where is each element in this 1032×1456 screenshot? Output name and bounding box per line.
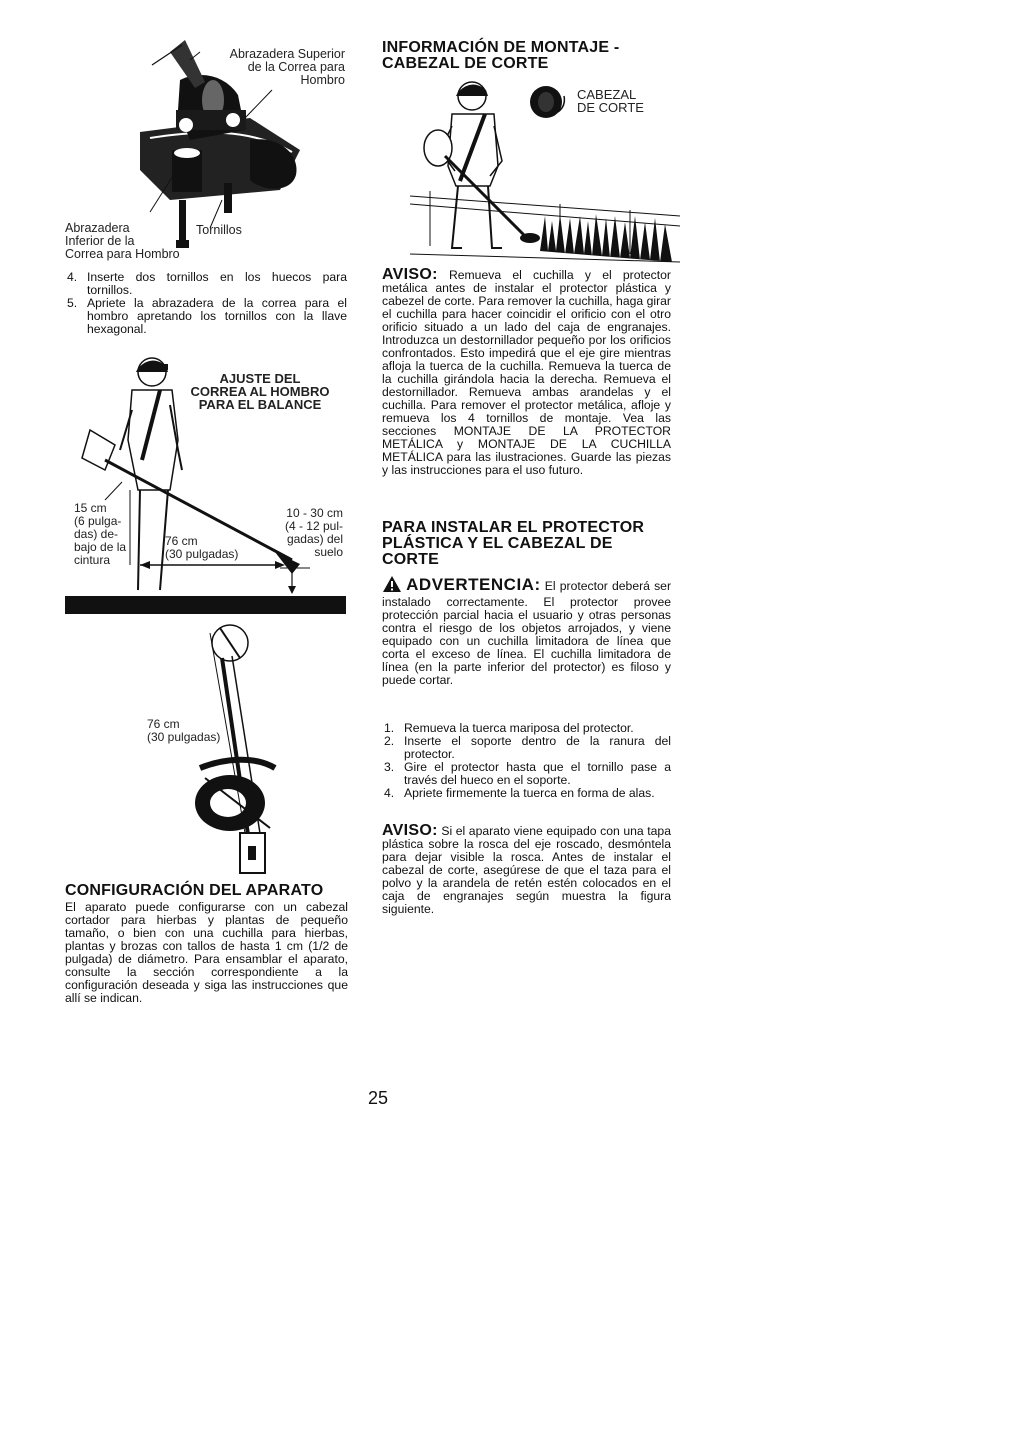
screws-label: Tornillos [196, 223, 242, 237]
config-heading: CONFIGURACIÓN DEL APARATO [65, 882, 324, 899]
trimmer-top-view-illustration [0, 618, 360, 878]
aviso1-text: Remueva el cuchilla y el protector metálica antes de instalar el protector plástica y cabezel de corte. Para remover la cuchilla, haga girar el cuchilla para hacer coincidir el orificio con el otro orificio situado a un lado del caja de engranajes. Introduzca un destornillador pequeño por los orificios confrontados. Esto impedirá que el eje gire mientras afloja la tuerca de la cuchilla. Remueva la tuerca de la cuchilla girándola hacia la derecha. Remueva el destornillador. Remueva ambas arandelas y el cuchilla. Para remover el protector metálica, afloje y remueva los 4 tornillos de montaje. Vea las secciones MONTAJE DE LA PROTECTOR METÁLICA y MONTAJE DE LA CUCHILLA METÁLICA para las ilustraciones. Guarde las piezas y las instrucciones para el uso futuro. [382, 268, 671, 477]
config-body: El aparato puede configurarse con un cabezal cortador para hierbas y plantas de pequeño tamaño, o bien con una cuchilla para hierbas, plantas y brozas con tallos de hasta 1 cm (1/2 de pulgada) de diámetro. Para ensamblar el aparato, consulte la sección correspondiente a la configuración deseada y siga las instrucciones que allí se indican. [65, 900, 348, 1005]
advertencia-label: ADVERTENCIA: [406, 575, 541, 594]
steps-right-list [382, 722, 671, 800]
advertencia-text: El protector deberá ser instalado correctamente. El protector provee protección parcial hacia el usuario y otras personas contra el riesgo de los objetos arrojados, y viene equipado con un cuchilla limitadora de línea que corta el exceso de línea. El cuchilla limitadora de línea (en la parte inferior del protector) es filoso y puede cortar. [382, 579, 672, 687]
instalar-heading: PARA INSTALAR EL PROTECTOR PLÁSTICA Y EL CABEZAL DE CORTE [382, 519, 645, 568]
list-item: 1. Remueva la tuerca mariposa del protector. [384, 721, 634, 735]
montaje-heading: INFORMACIÓN DE MONTAJE - CABEZAL DE CORTE [382, 39, 620, 72]
clamp-illustration [0, 0, 360, 260]
length-label-2: 76 cm (30 pulgadas) [147, 717, 221, 744]
divider-bar [65, 596, 346, 614]
balance-title: AJUSTE DEL CORREA AL HOMBRO PARA EL BALANCE [190, 371, 330, 412]
list-item: 2. Inserte el soporte dentro de la ranura del protector. [384, 734, 671, 761]
page-number: 25 [368, 1088, 389, 1108]
list-item: 4. Apriete firmemente la tuerca en forma de alas. [384, 786, 655, 800]
length-label: 76 cm (30 pulgadas) [165, 534, 239, 561]
ground-label: 10 - 30 cm (4 - 12 pul- gadas) del suelo [284, 506, 343, 559]
steps-left-list [65, 271, 347, 336]
advertencia-paragraph [382, 575, 671, 687]
upper-clamp-label: Abrazadera Superior de la Correa para Hombro [229, 47, 345, 87]
aviso1-label: AVISO: [382, 266, 438, 283]
cutting-head-label: CABEZAL DE CORTE [577, 87, 644, 115]
lower-clamp-label: Abrazadera Inferior de la Correa para Hombro [65, 221, 180, 261]
list-item: 4. Inserte dos tornillos en los huecos para tornillos. [67, 270, 347, 297]
aviso1-paragraph [382, 268, 671, 477]
aviso2-paragraph [382, 824, 671, 916]
list-item: 3. Gire el protector hasta que el tornillo pase a través del hueco en el soporte. [384, 760, 671, 787]
aviso2-label: AVISO: [382, 822, 438, 839]
waist-label: 15 cm (6 pulga- das) de- bajo de la cintura [74, 501, 127, 567]
list-item: 5. Apriete la abrazadera de la correa para el hombro apretando los tornillos con la llave hexagonal. [67, 296, 347, 336]
aviso2-text: Si el aparato viene equipado con una tapa plástica sobre la rosca del eje roscado, desmóntela para dejar visible la rosca. Antes de instalar el cabezal de corte, asegúrese de que el taza para el polvo y la arandela de retén estén colocados en el caja de engranajes según muestra la figura siguiente. [382, 824, 671, 916]
operator-trimming-illustration [390, 76, 690, 276]
warning-icon [382, 575, 402, 596]
